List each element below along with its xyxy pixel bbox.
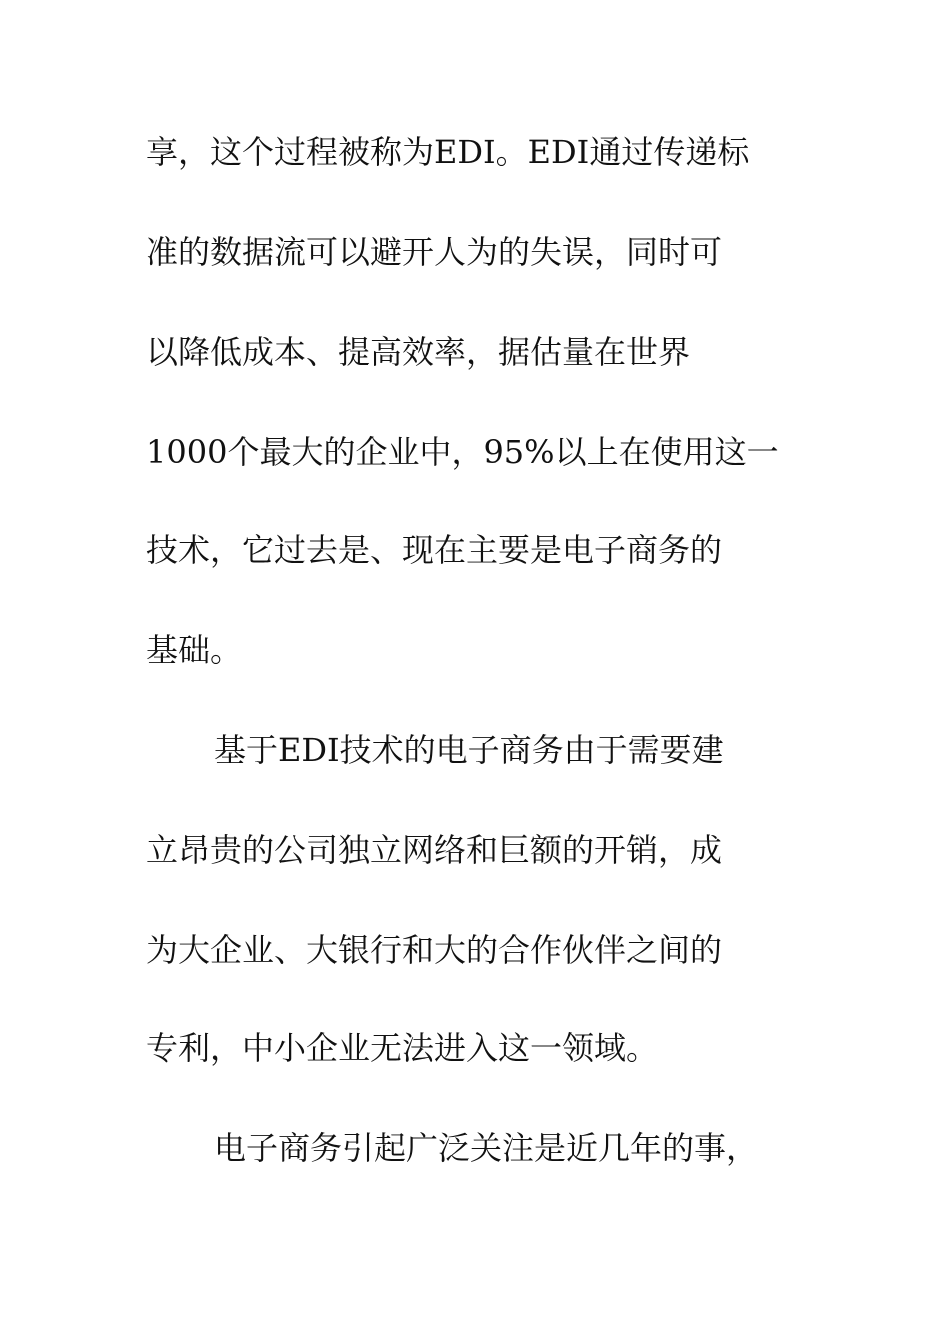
text-line-6: 基础。 <box>146 631 243 669</box>
text-line-5: 技术，它过去是、现在主要是电子商务的 <box>146 531 723 569</box>
text-line-11-paragraph-start: 电子商务引起广泛关注是近几年的事， <box>214 1129 759 1167</box>
text-line-2: 准的数据流可以避开人为的失误，同时可 <box>146 233 723 271</box>
text-line-7-paragraph-start: 基于EDI技术的电子商务由于需要建 <box>214 731 724 769</box>
text-line-4: 1000个最大的企业中，95%以上在使用这一 <box>146 433 779 471</box>
text-line-9: 为大企业、大银行和大的合作伙伴之间的 <box>146 931 723 969</box>
text-line-1: 享，这个过程被称为EDI。EDI通过传递标 <box>146 133 750 171</box>
text-line-3: 以降低成本、提高效率，据估量在世界 <box>146 333 691 371</box>
text-line-10: 专利，中小企业无法进入这一领域。 <box>146 1029 659 1067</box>
text-line-8: 立昂贵的公司独立网络和巨额的开销，成 <box>146 831 723 869</box>
